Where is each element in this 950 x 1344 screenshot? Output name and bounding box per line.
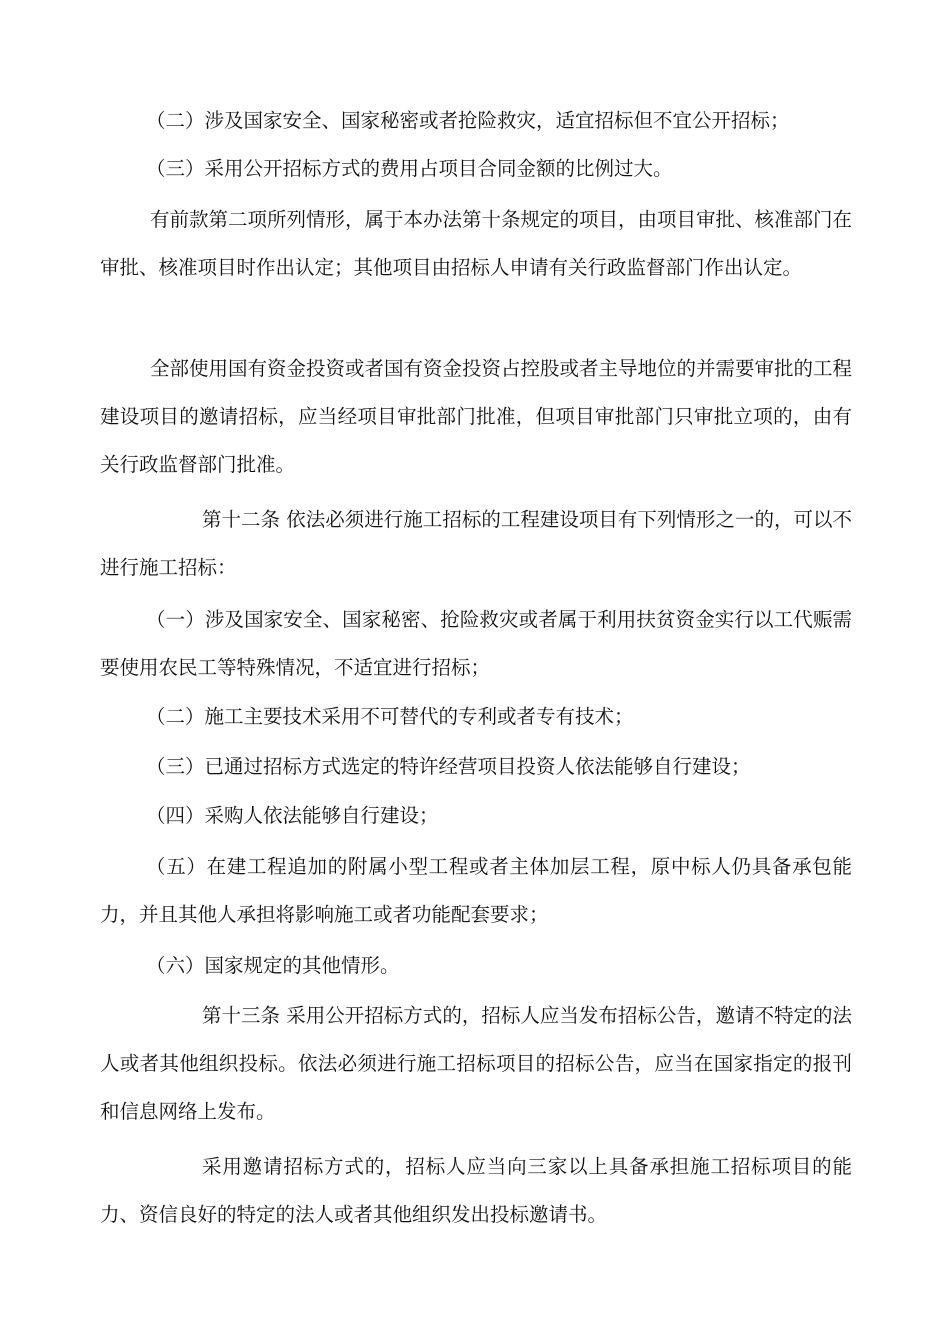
article-12-item-2: （二）施工主要技术采用不可替代的专利或者专有技术； xyxy=(146,705,634,728)
article-12-item-1: （一）涉及国家安全、国家秘密、抢险救灾或者属于利用扶贫资金实行以工代赈需要使用农民工等特殊情况，不适宜进行招标； xyxy=(100,608,852,679)
article-13-invitation: 采用邀请招标方式的，招标人应当向三家以上具备承担施工招标项目的能力、资信良好的特定的法人或者其他组织发出投标邀请书。 xyxy=(100,1155,852,1226)
article-12-item-5: （五）在建工程追加的附属小型工程或者主体加层工程，原中标人仍具备承包能力，并且其他人承担将影响施工或者功能配套要求； xyxy=(100,855,852,926)
article-13: 第十三条 采用公开招标方式的，招标人应当发布招标公告，邀请不特定的法人或者其他组织投标。依法必须进行施工招标项目的招标公告，应当在国家指定的报刊和信息网络上发布。 xyxy=(100,1004,852,1123)
paragraph-approval-note: 有前款第二项所列情形，属于本办法第十条规定的项目，由项目审批、核准部门在审批、核准项目时作出认定；其他项目由招标人申请有关行政监督部门作出认定。 xyxy=(100,208,853,279)
article-12-item-4: （四）采购人依法能够自行建设； xyxy=(146,804,439,827)
paragraph-item-2: （二）涉及国家安全、国家秘密或者抢险救灾，适宜招标但不宜公开招标； xyxy=(146,109,790,132)
paragraph-state-funds: 全部使用国有资金投资或者国有资金投资占控股或者主导地位的并需要审批的工程建设项目的邀请招标，应当经项目审批部门批准，但项目审批部门只审批立项的，由有关行政监督部门批准。 xyxy=(100,357,853,476)
article-12-item-6: （六）国家规定的其他情形。 xyxy=(146,954,400,977)
paragraph-item-3: （三）采用公开招标方式的费用占项目合同金额的比例过大。 xyxy=(146,157,673,180)
article-12-item-3: （三）已通过招标方式选定的特许经营项目投资人依法能够自行建设； xyxy=(146,755,751,778)
article-12: 第十二条 依法必须进行施工招标的工程建设项目有下列情形之一的，可以不进行施工招标： xyxy=(100,508,852,579)
